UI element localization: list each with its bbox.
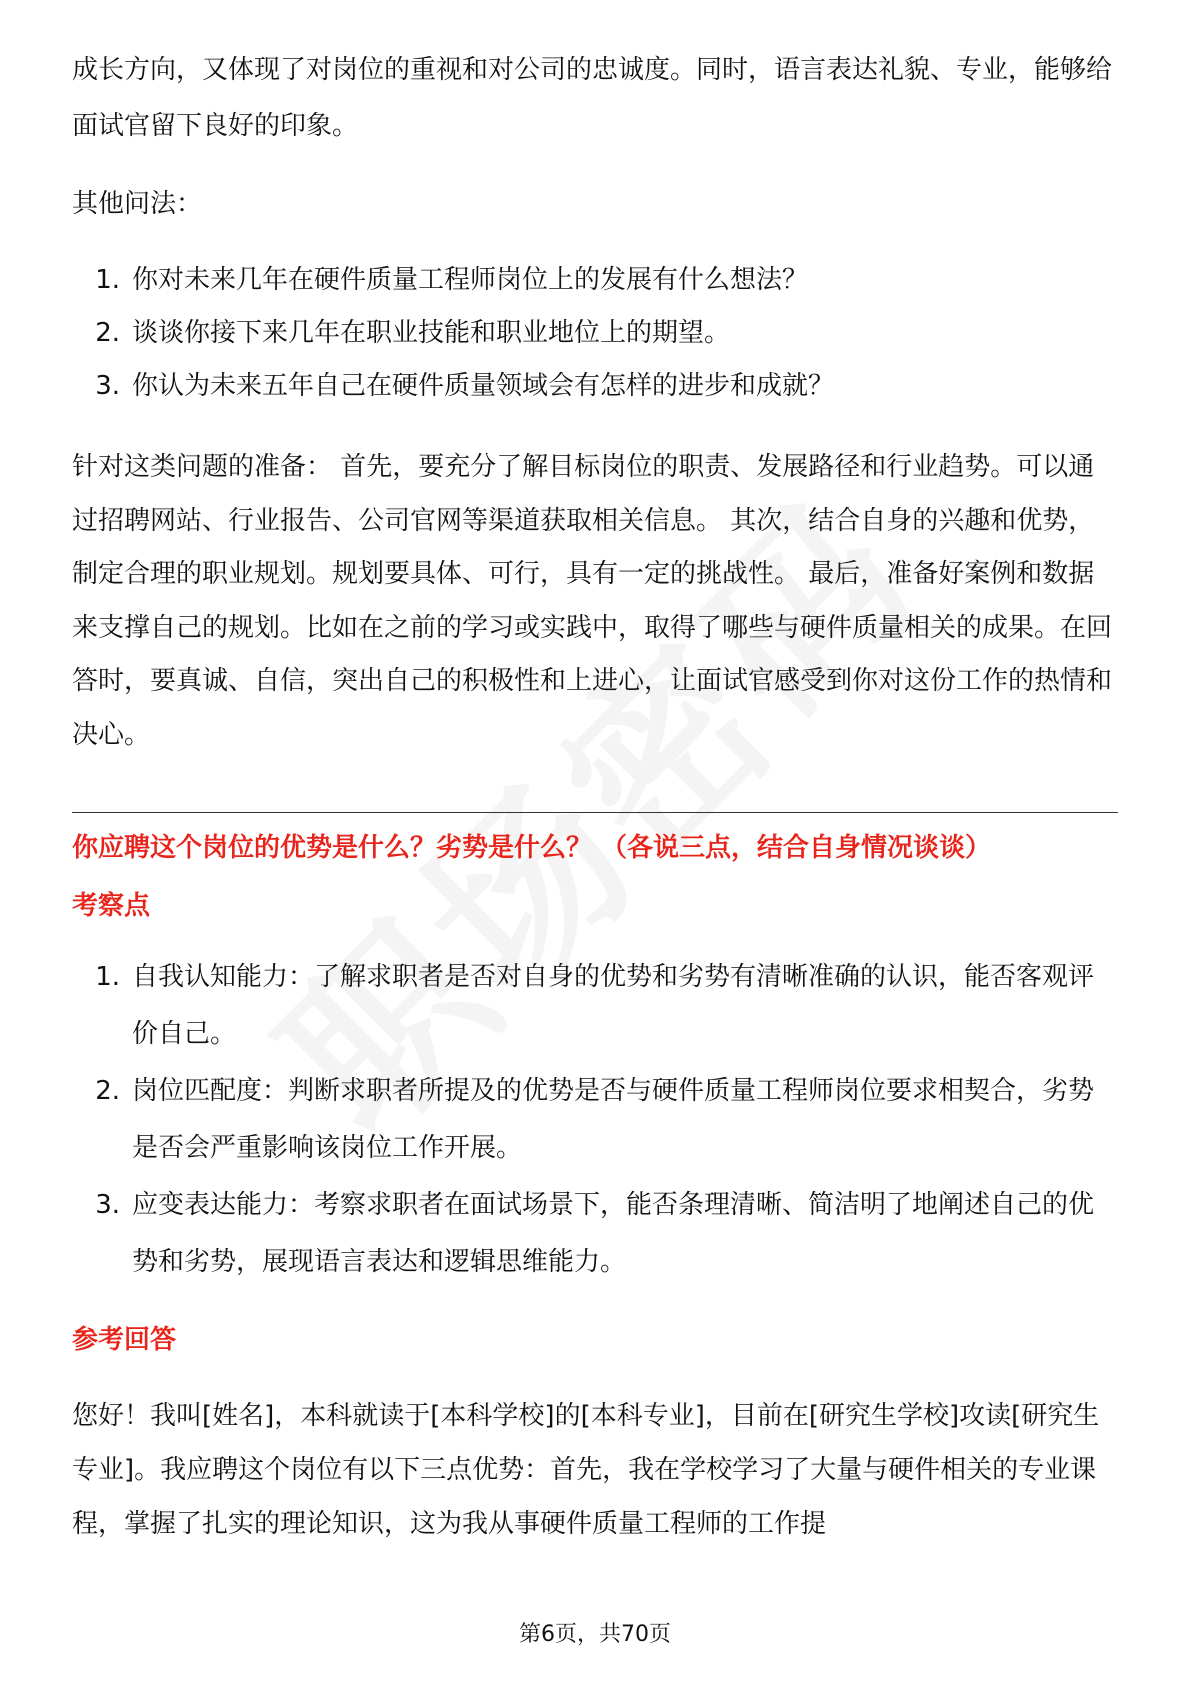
answer-heading: 参考回答 [72, 1325, 177, 1355]
focus-points-list [72, 949, 1118, 1291]
list-item: 2. 谈谈你接下来几年在职业技能和职业地位上的期望。 [95, 318, 731, 348]
section-divider [72, 812, 1118, 813]
preparation-paragraph: 针对这类问题的准备： 首先，要充分了解目标岗位的职责、发展路径和行业趋势。可以通过招聘网站、行业报告、公司官网等渠道获取相关信息。 其次，结合自身的兴趣和优势，制定合理的职业规划。规划要具体、可行，具有一定的挑战性。 最后，准备好案例和数据来支撑自己的规划。比如在之前的学习或实践中，取得了哪些与硬件质量相关的成果。在回答时，要真诚、自信，突出自己的积极性和上进心，让面试官感受到你对这份工作的热情和决心。 [72, 452, 1113, 750]
list-item: 2. 岗位匹配度：判断求职者所提及的优势是否与硬件质量工程师岗位要求相契合，劣势是否会严重影响该岗位工作开展。 [95, 1076, 1095, 1163]
other-questions-list [72, 254, 1118, 413]
focus-heading: 考察点 [72, 891, 151, 921]
page-number: 第6页，共70页 [519, 1622, 671, 1647]
page-content [72, 42, 1118, 1551]
list-item: 1. 自我认知能力：了解求职者是否对自身的优势和劣势有清晰准确的认识，能否客观评价自己。 [95, 962, 1095, 1049]
list-item: 1. 你对未来几年在硬件质量工程师岗位上的发展有什么想法？ [95, 265, 809, 295]
intro-paragraph: 成长方向，又体现了对岗位的重视和对公司的忠诚度。同时，语言表达礼貌、专业，能够给面试官留下良好的印象。 [72, 55, 1113, 141]
answer-paragraph: 您好！我叫[姓名]，本科就读于[本科学校]的[本科专业]，目前在[研究生学校]攻读[研究生专业]。我应聘这个岗位有以下三点优势：首先，我在学校学习了大量与硬件相关的专业课程，掌握了扎实的理论知识，这为我从事硬件质量工程师的工作提 [72, 1401, 1100, 1539]
question-heading: 你应聘这个岗位的优势是什么？劣势是什么？ （各说三点，结合自身情况谈谈） [72, 833, 992, 863]
list-item: 3. 应变表达能力：考察求职者在面试场景下，能否条理清晰、简洁明了地阐述自己的优势和劣势，展现语言表达和逻辑思维能力。 [95, 1190, 1095, 1277]
list-item: 3. 你认为未来五年自己在硬件质量领域会有怎样的进步和成就？ [95, 371, 835, 401]
other-questions-label: 其他问法： [72, 189, 203, 219]
